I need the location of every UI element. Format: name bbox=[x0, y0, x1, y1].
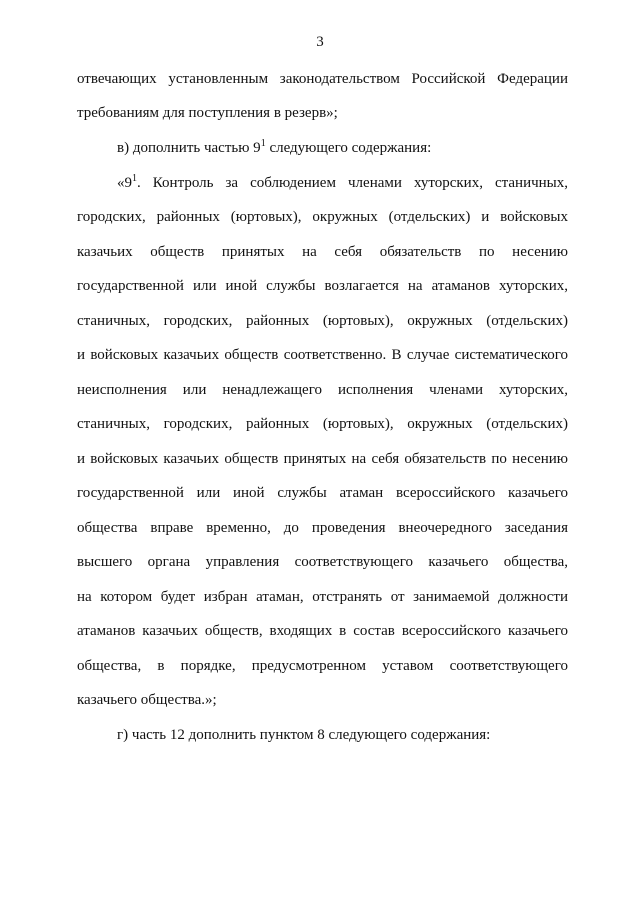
text-line: государственной или иной службы возлагается на атаманов хуторских, bbox=[77, 278, 568, 294]
text-line: общества, в порядке, предусмотренном уставом соответствующего bbox=[77, 658, 568, 674]
superscript-index: 1 bbox=[260, 138, 266, 149]
text-line: общества вправе временно, до проведения внеочередного заседания bbox=[77, 520, 568, 536]
text-line: отвечающих установленным законодательством Российской Федерации bbox=[77, 71, 568, 87]
text-line: казачьего общества.»; bbox=[77, 692, 217, 708]
clause-g-heading: г) часть 12 дополнить пунктом 8 следующего содержания: bbox=[117, 727, 491, 743]
text-line: на котором будет избран атаман, отстранять от занимаемой должности bbox=[77, 589, 568, 605]
clause-v-heading: в) дополнить частью $9^1$ следующего содержания: bbox=[117, 138, 432, 156]
text-line: городских, районных (юртовых), окружных (отдельских) и войсковых bbox=[77, 209, 568, 225]
superscript-index: 1 bbox=[132, 173, 137, 184]
text-line: и войсковых казачьих обществ принятых на себя обязательств по несению bbox=[77, 451, 568, 467]
text-line: государственной или иной службы атаман всероссийского казачьего bbox=[77, 485, 568, 501]
text-line: неисполнения или ненадлежащего исполнения членами хуторских, bbox=[77, 382, 568, 398]
text-line: и войсковых казачьих обществ соответственно. В случае систематического bbox=[77, 347, 568, 363]
page-number: 3 bbox=[316, 34, 324, 50]
text-line: высшего органа управления соответствующего казачьего общества, bbox=[77, 554, 568, 570]
text-line: станичных, городских, районных (юртовых), окружных (отдельских) bbox=[77, 313, 568, 329]
text-line: требованиям для поступления в резерв»; bbox=[77, 105, 338, 121]
text-line: станичных, городских, районных (юртовых), окружных (отдельских) bbox=[77, 416, 568, 432]
text-line: «$9^1$. Контроль за соблюдением членами хуторских, станичных, bbox=[117, 173, 568, 191]
text-line: казачьих обществ принятых на себя обязательств по несению bbox=[77, 244, 568, 260]
text-line: атаманов казачьих обществ, входящих в состав всероссийского казачьего bbox=[77, 623, 568, 639]
